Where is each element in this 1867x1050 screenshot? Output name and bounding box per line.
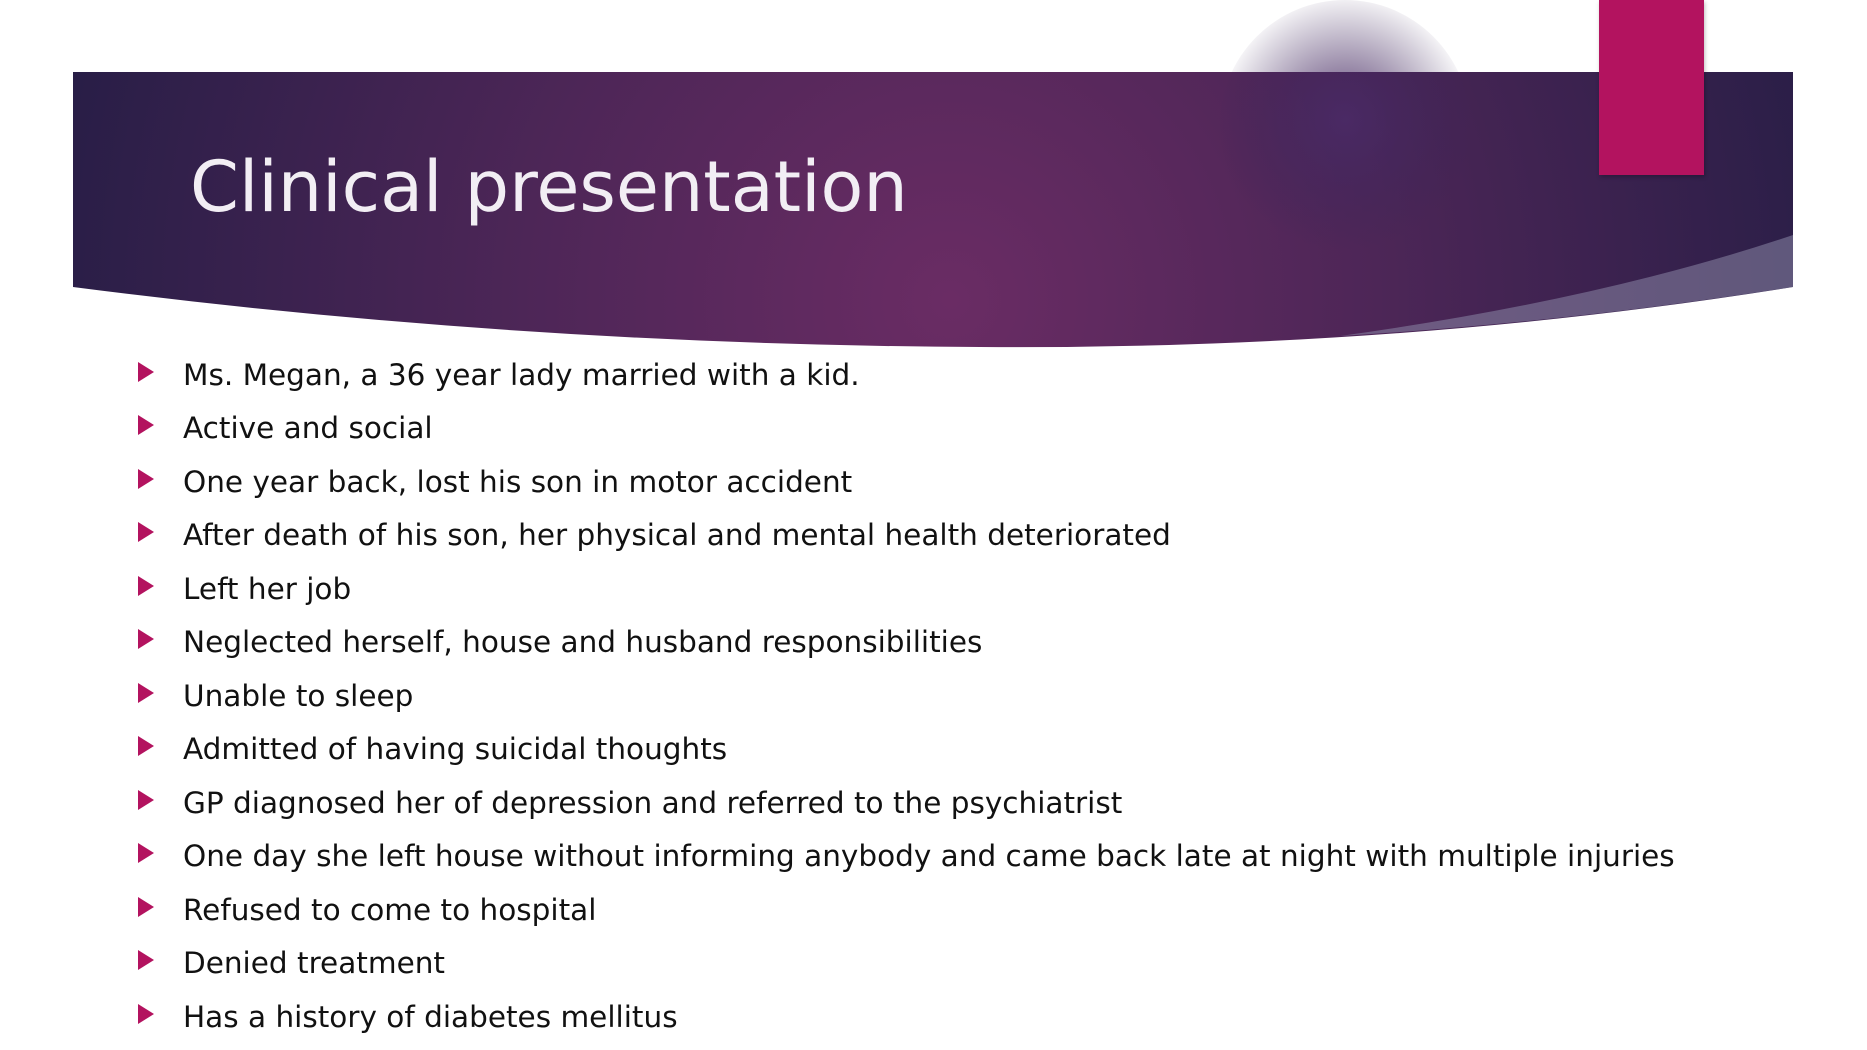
accent-tab (1599, 0, 1704, 175)
bullet-item (137, 883, 1675, 937)
triangle-right-icon (137, 681, 155, 705)
bullet-item (137, 455, 1675, 509)
triangle-right-icon (137, 360, 155, 384)
triangle-right-icon (137, 1002, 155, 1026)
bullet-text: One day she left house without informing anybody and came back late at night with multiple injuries (183, 839, 1675, 874)
bullet-text: Refused to come to hospital (183, 892, 597, 927)
slide-title: Clinical presentation (190, 146, 908, 228)
bullet-item (137, 562, 1675, 616)
bullet-text: GP diagnosed her of depression and referred to the psychiatrist (183, 785, 1123, 820)
bullet-text: After death of his son, her physical and mental health deteriorated (183, 518, 1171, 553)
bullet-list (137, 348, 1675, 1044)
triangle-right-icon (137, 895, 155, 919)
bullet-item (137, 669, 1675, 723)
bullet-text: Ms. Megan, a 36 year lady married with a kid. (183, 357, 860, 392)
banner-glow (1220, 0, 1470, 250)
bullet-item (137, 990, 1675, 1044)
bullet-item (137, 937, 1675, 991)
bullet-text: Active and social (183, 411, 433, 446)
bullet-item (137, 509, 1675, 563)
bullet-text: Unable to sleep (183, 678, 414, 713)
bullet-item (137, 402, 1675, 456)
bullet-text: One year back, lost his son in motor accident (183, 464, 853, 499)
bullet-item (137, 723, 1675, 777)
bullet-text: Has a history of diabetes mellitus (183, 999, 678, 1034)
bullet-text: Admitted of having suicidal thoughts (183, 732, 728, 767)
bullet-item (137, 348, 1675, 402)
triangle-right-icon (137, 467, 155, 491)
bullet-item (137, 616, 1675, 670)
bullet-item (137, 830, 1675, 884)
triangle-right-icon (137, 734, 155, 758)
triangle-right-icon (137, 520, 155, 544)
bullet-item (137, 776, 1675, 830)
triangle-right-icon (137, 788, 155, 812)
triangle-right-icon (137, 841, 155, 865)
triangle-right-icon (137, 627, 155, 651)
bullet-text: Neglected herself, house and husband responsibilities (183, 625, 983, 660)
triangle-right-icon (137, 948, 155, 972)
triangle-right-icon (137, 574, 155, 598)
bullet-text: Left her job (183, 571, 352, 606)
triangle-right-icon (137, 413, 155, 437)
bullet-text: Denied treatment (183, 946, 445, 981)
